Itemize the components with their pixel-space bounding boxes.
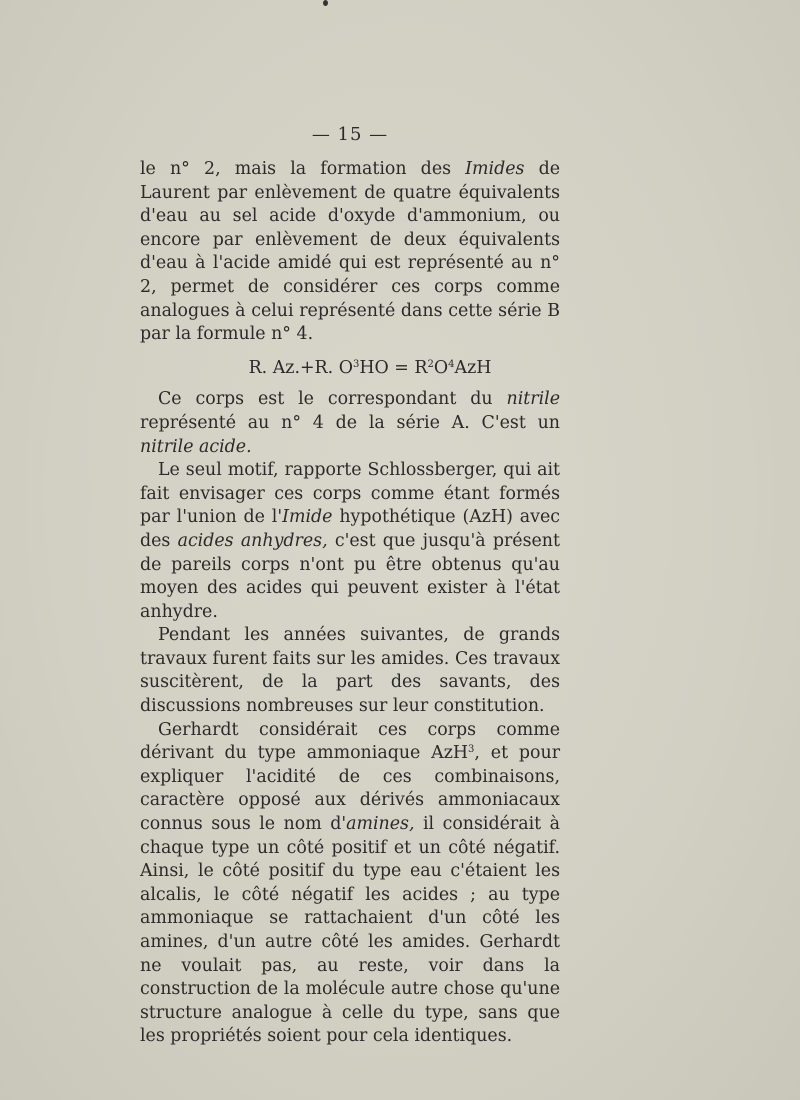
body-text xyxy=(140,158,560,1049)
ink-speck xyxy=(323,0,328,6)
paragraph-3: Le seul motif, rapporte Schlossberger, qui ait fait envisager ces corps comme étant formés par l'union de l'Imide hypothétique (AzH) avec des acides anhydres, c'est que jusqu'à présent de pareils corps n'ont pu être obtenus qu'au moyen des acides qui peuvent exister à l'état anhydre. xyxy=(140,460,560,622)
paragraph-5: Gerhardt considérait ces corps comme dérivant du type ammoniaque AzH$^3$, et pour expliquer l'acidité de ces combinaisons, caractère opposé aux dérivés ammoniacaux connus sous le nom d'amines, il considérait à chaque type un côté positif et un côté négatif. Ainsi, le côté positif du type eau c'étaient les alcalis, le côté négatif les acides ; au type ammoniaque se rattachaient d'un côté les amines, d'un autre côté les amides. Gerhardt ne voulait pas, au reste, voir dans la construction de la molécule autre chose qu'une structure analogue à celle du type, sans que les propriétés soient pour cela identiques. xyxy=(140,719,561,1047)
chemical-formula: R. Az.+R. $O^3HO = R^2O^4AzH$ xyxy=(248,357,492,378)
paragraph-4: Pendant les années suivantes, de grands travaux furent faits sur les amides. Ces travaux suscitèrent, de la part des savants, des discussions nombreuses sur leur constitution. xyxy=(140,625,560,717)
paragraph-1: le n° 2, mais la formation des Imides de Laurent par enlèvement de quatre équivalents d'eau au sel acide d'oxyde d'ammonium, ou encore par enlèvement de deux équivalents d'eau à l'acide amidé qui est représenté au n° 2, permet de considérer ces corps comme analogues à celui représenté dans cette série B par la formule n° 4. xyxy=(140,159,561,345)
page-number: — 15 — xyxy=(311,124,389,145)
paragraph-2: Ce corps est le correspondant du nitrile représenté au n° 4 de la série A. C'est un nitrile acide. xyxy=(140,389,560,457)
